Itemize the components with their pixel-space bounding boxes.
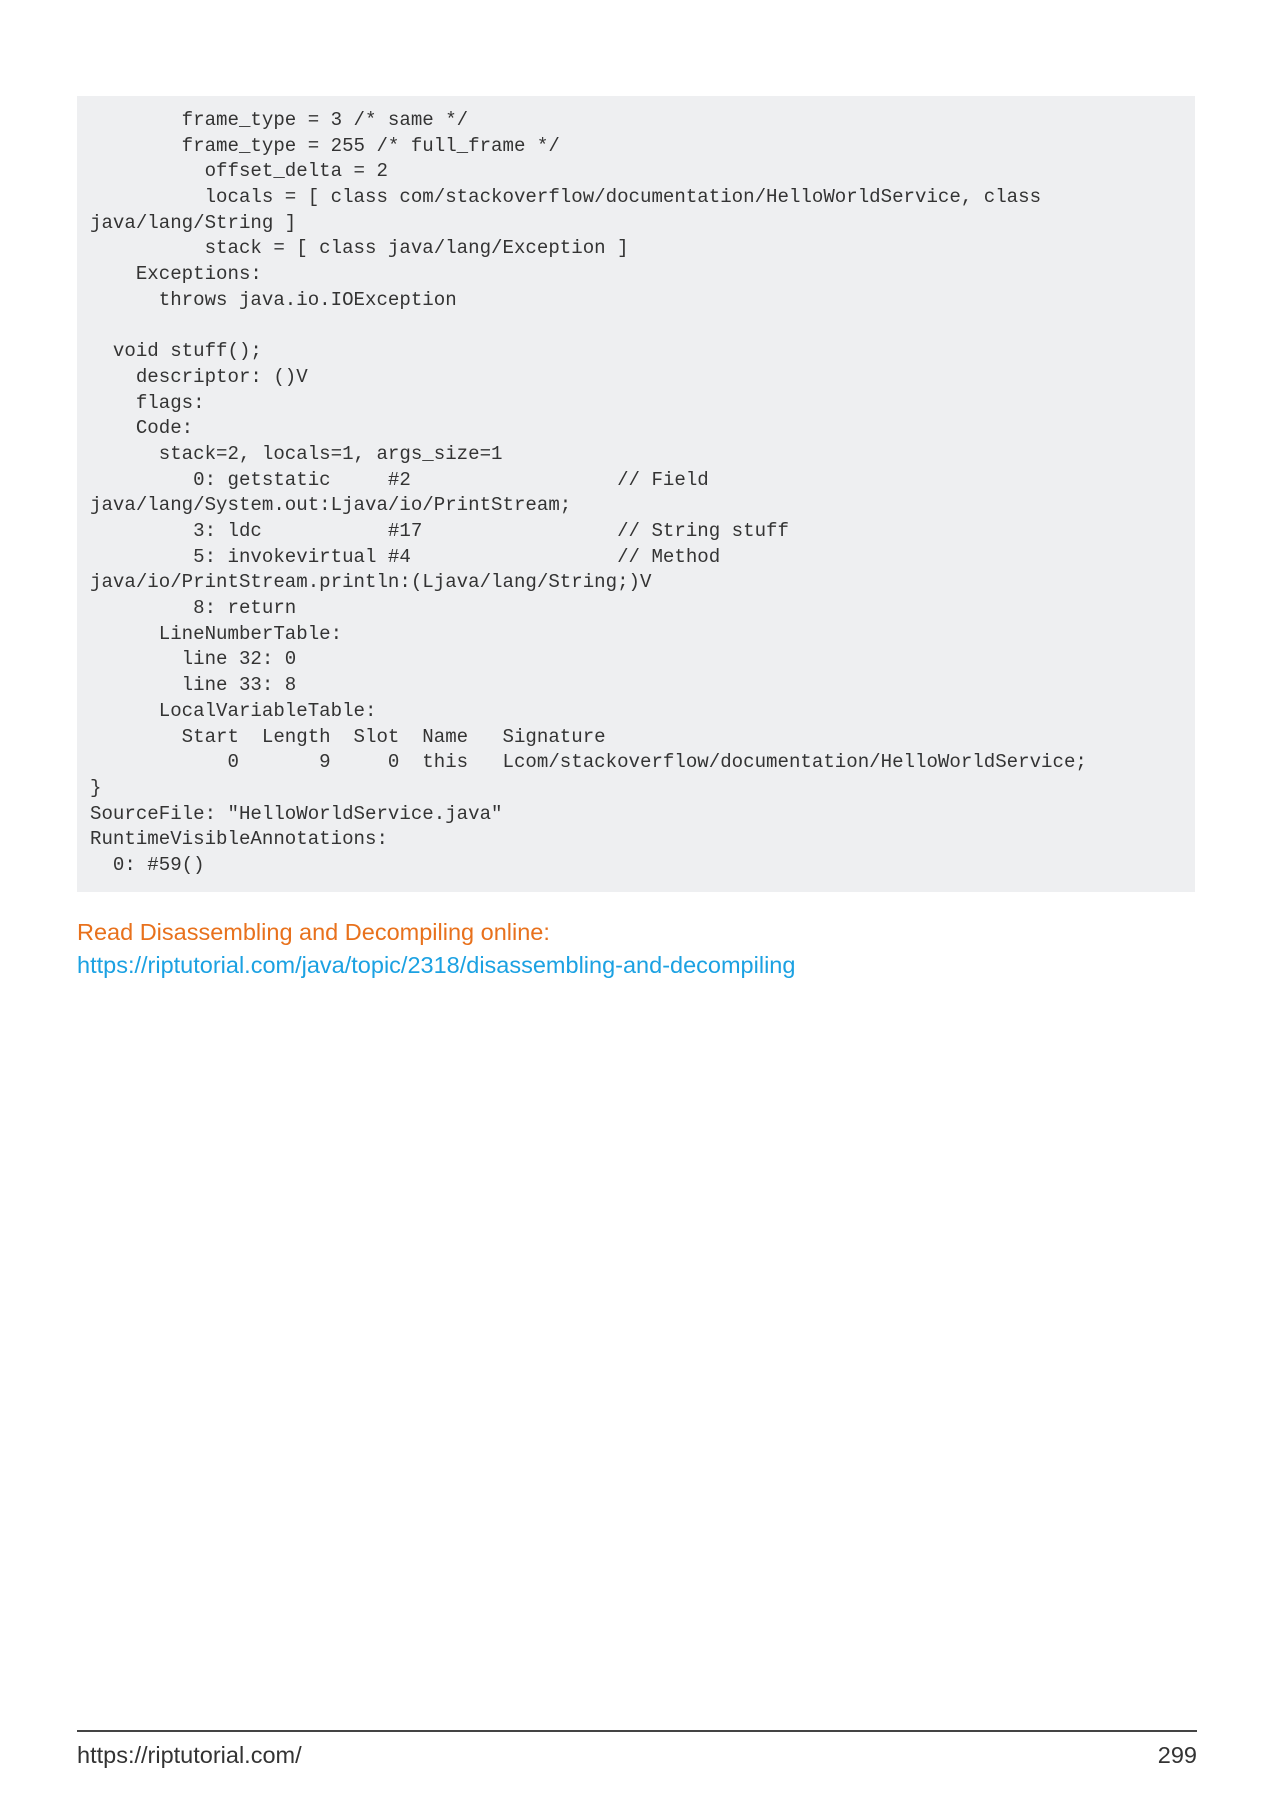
code-line: LineNumberTable: xyxy=(90,622,343,645)
code-line: frame_type = 3 /* same */ xyxy=(90,109,469,131)
code-line: LocalVariableTable: xyxy=(90,699,377,722)
code-block xyxy=(77,96,1195,892)
code-line: stack = [ class java/lang/Exception ] xyxy=(90,237,629,260)
page-number: 299 xyxy=(1157,1742,1197,1768)
code-line: 8: return xyxy=(90,597,297,620)
code-line: java/lang/System.out:Ljava/io/PrintStream; xyxy=(90,494,572,517)
topic-link[interactable]: https://riptutorial.com/java/topic/2318/disassembling-and-decompiling xyxy=(77,952,796,978)
code-line: locals = [ class com/stackoverflow/documentation/HelloWorldService, class xyxy=(90,186,1042,209)
code-line: 5: invokevirtual #4 // Method xyxy=(90,545,721,568)
code-line: 3: ldc #17 // String stuff xyxy=(90,520,789,542)
code-line: frame_type = 255 /* full_frame */ xyxy=(90,134,560,157)
footer-site-url: https://riptutorial.com/ xyxy=(77,1742,302,1768)
code-line: line 33: 8 xyxy=(90,674,297,697)
code-line: RuntimeVisibleAnnotations: xyxy=(90,828,388,851)
footer-divider xyxy=(77,1730,1197,1732)
code-line: 0: #59() xyxy=(90,853,205,876)
code-line xyxy=(90,314,1195,340)
code-line: java/io/PrintStream.println:(Ljava/lang/String;)V xyxy=(90,571,652,594)
code-line: line 32: 0 xyxy=(90,648,297,671)
code-line: Exceptions: xyxy=(90,263,262,286)
code-line: void stuff(); xyxy=(90,340,262,363)
code-line: 0 9 0 this Lcom/stackoverflow/documentation/HelloWorldService; xyxy=(90,751,1087,774)
code-line: Code: xyxy=(90,417,194,440)
code-line: Start Length Slot Name Signature xyxy=(90,725,606,748)
code-line: java/lang/String ] xyxy=(90,211,297,234)
code-line: throws java.io.IOException xyxy=(90,288,457,311)
code-line: stack=2, locals=1, args_size=1 xyxy=(90,442,503,465)
code-line: 0: getstatic #2 // Field xyxy=(90,468,709,491)
code-line: offset_delta = 2 xyxy=(90,160,388,183)
read-online-label: Read Disassembling and Decompiling online: xyxy=(77,919,550,945)
code-line: flags: xyxy=(90,391,205,414)
code-line: SourceFile: "HelloWorldService.java" xyxy=(90,802,503,825)
code-line: descriptor: ()V xyxy=(90,365,308,388)
code-line: } xyxy=(90,776,102,799)
